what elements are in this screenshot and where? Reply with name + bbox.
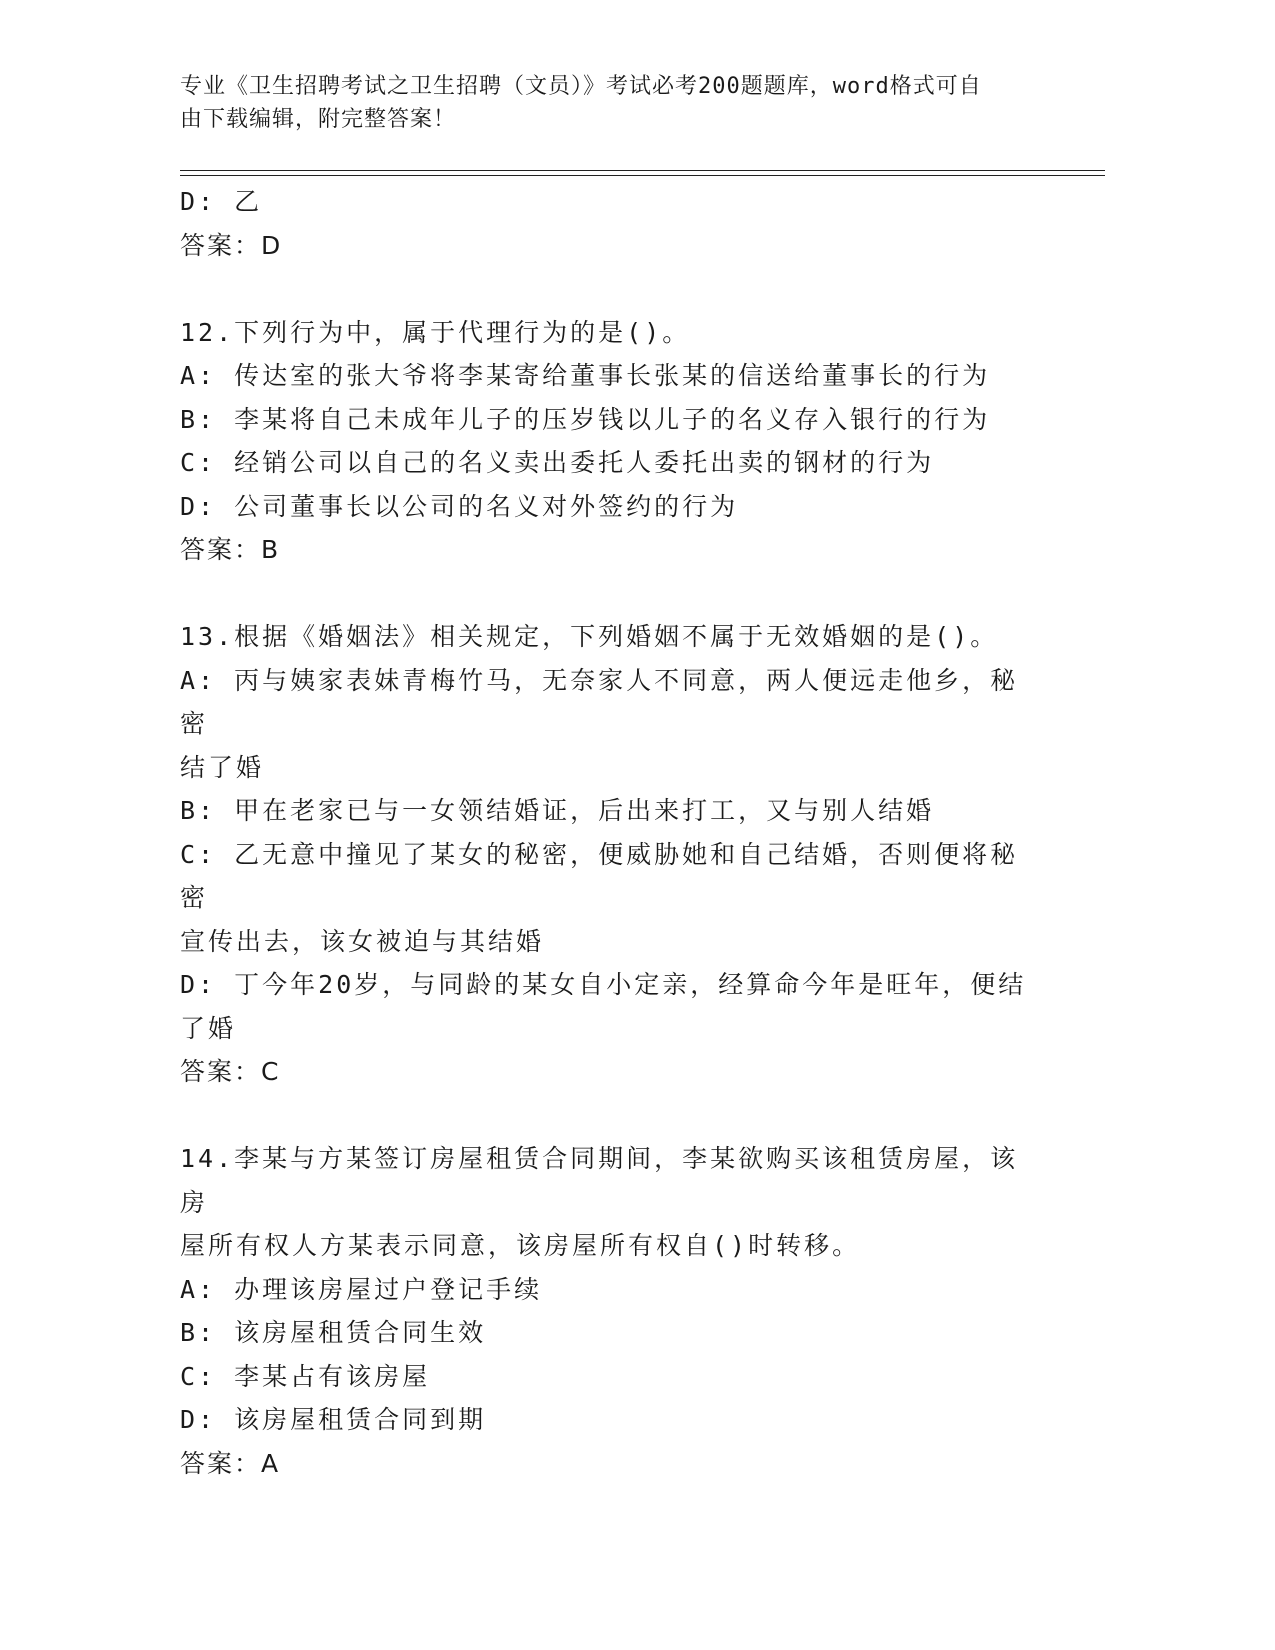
option-a: A: 丙与姨家表妹青梅竹马，无奈家人不同意，两人便远走他乡，秘密: [180, 665, 1019, 738]
option-d: D: 公司董事长以公司的名义对外签约的行为: [180, 491, 739, 521]
option-b: B: 甲在老家已与一女领结婚证，后出来打工，又与别人结婚: [180, 796, 935, 825]
question-12: [180, 311, 1040, 572]
option-d: D: 乙: [180, 187, 263, 216]
option-d: D: 丁今年20岁，与同龄的某女自小定亲，经算命今年是旺年，便结: [180, 970, 1027, 999]
question-stem: 13.根据《婚姻法》相关规定，下列婚姻不属于无效婚姻的是()。: [180, 622, 999, 651]
question-14: [180, 1137, 1040, 1485]
answer: 答案：A: [180, 1448, 281, 1478]
header-divider-top: [180, 170, 1105, 171]
header-line-1: 专业《卫生招聘考试之卫生招聘（文员）》考试必考200题题库，word格式可自: [180, 74, 982, 99]
spacer: [180, 572, 1040, 616]
spacer: [180, 267, 1040, 311]
option-a: A: 办理该房屋过户登记手续: [180, 1274, 543, 1304]
header-line-2: 由下载编辑，附完整答案！: [180, 107, 457, 132]
option-d: D: 该房屋租赁合同到期: [180, 1405, 487, 1434]
question-stem: 12.下列行为中，属于代理行为的是()。: [180, 317, 691, 347]
answer: 答案：C: [180, 1057, 281, 1086]
option-c: C: 乙无意中撞见了某女的秘密，便威胁她和自己结婚，否则便将秘密: [180, 839, 1019, 912]
option-a: A: 传达室的张大爷将李某寄给董事长张某的信送给董事长的行为: [180, 361, 991, 390]
option-c: C: 经销公司以自己的名义卖出委托人委托出卖的钢材的行为: [180, 448, 935, 477]
spacer: [180, 1094, 1040, 1138]
question-stem-continued: 屋所有权人方某表示同意，该房屋所有权自()时转移。: [180, 1231, 861, 1260]
option-b: B: 该房屋租赁合同生效: [180, 1318, 487, 1347]
question-11-tail: [180, 180, 1040, 267]
header-divider-bottom: [180, 175, 1105, 176]
option-a-continued: 结了婚: [180, 752, 265, 782]
option-b: B: 李某将自己未成年儿子的压岁钱以儿子的名义存入银行的行为: [180, 404, 991, 434]
answer: 答案：B: [180, 535, 281, 564]
question-stem: 14.李某与方某签订房屋租赁合同期间，李某欲购买该租赁房屋，该房: [180, 1144, 1019, 1217]
document-header: [180, 70, 1040, 136]
question-13: [180, 615, 1040, 1094]
document-body: [180, 180, 1040, 1485]
option-c-continued: 宣传出去，该女被迫与其结婚: [180, 926, 545, 956]
option-c: C: 李某占有该房屋: [180, 1361, 431, 1391]
answer: 答案：D: [180, 230, 283, 260]
option-d-continued: 了婚: [180, 1013, 237, 1043]
